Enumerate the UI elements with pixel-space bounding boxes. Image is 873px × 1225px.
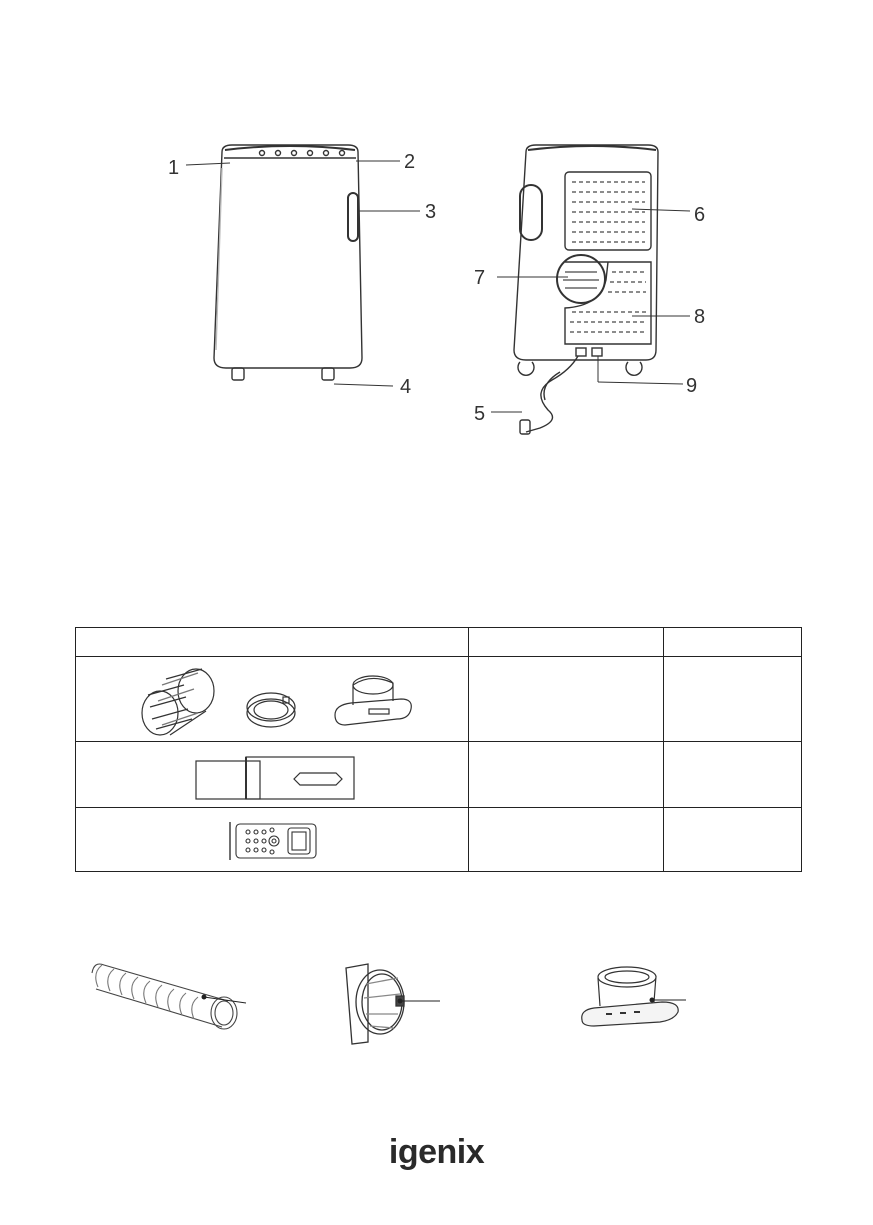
hose-adapter-illustration [338, 958, 448, 1048]
back-callout-5: 5 [474, 403, 486, 425]
header-cell-accessory [76, 628, 469, 657]
window-connector-icon [331, 671, 415, 731]
exhaust-hose-coil-icon [136, 665, 222, 737]
front-callout-2: 2 [404, 151, 416, 173]
table-cell-quantity [664, 808, 802, 872]
header-cell-description [469, 628, 664, 657]
product-diagrams [0, 0, 873, 470]
front-callout-1: 1 [168, 157, 180, 179]
hose-ring-icon [241, 687, 301, 731]
table-cell-description [469, 742, 664, 808]
back-unit-illustration [514, 145, 658, 434]
front-callout-4: 4 [400, 376, 412, 398]
table-cell-description [469, 657, 664, 742]
table-cell-quantity [664, 657, 802, 742]
table-row [76, 742, 802, 808]
table-row [76, 808, 802, 872]
accessories-table [75, 627, 802, 872]
exhaust-hose-illustration [88, 955, 258, 1035]
window-slider-kit-icon [194, 755, 356, 801]
back-callout-7: 7 [474, 267, 486, 289]
table-cell-image [76, 657, 469, 742]
window-flange-illustration [576, 962, 696, 1032]
back-callout-6: 6 [694, 204, 706, 226]
table-header-row [76, 628, 802, 657]
back-callout-9: 9 [686, 375, 698, 397]
table-row [76, 657, 802, 742]
front-unit-illustration [214, 145, 362, 380]
table-cell-quantity [664, 742, 802, 808]
table-cell-image [76, 808, 469, 872]
table-cell-description [469, 808, 664, 872]
table-cell-image [76, 742, 469, 808]
brand-logo: igenix [388, 1133, 485, 1171]
remote-control-icon [226, 820, 318, 862]
front-callout-3: 3 [425, 201, 437, 223]
back-callout-8: 8 [694, 306, 706, 328]
header-cell-quantity [664, 628, 802, 657]
